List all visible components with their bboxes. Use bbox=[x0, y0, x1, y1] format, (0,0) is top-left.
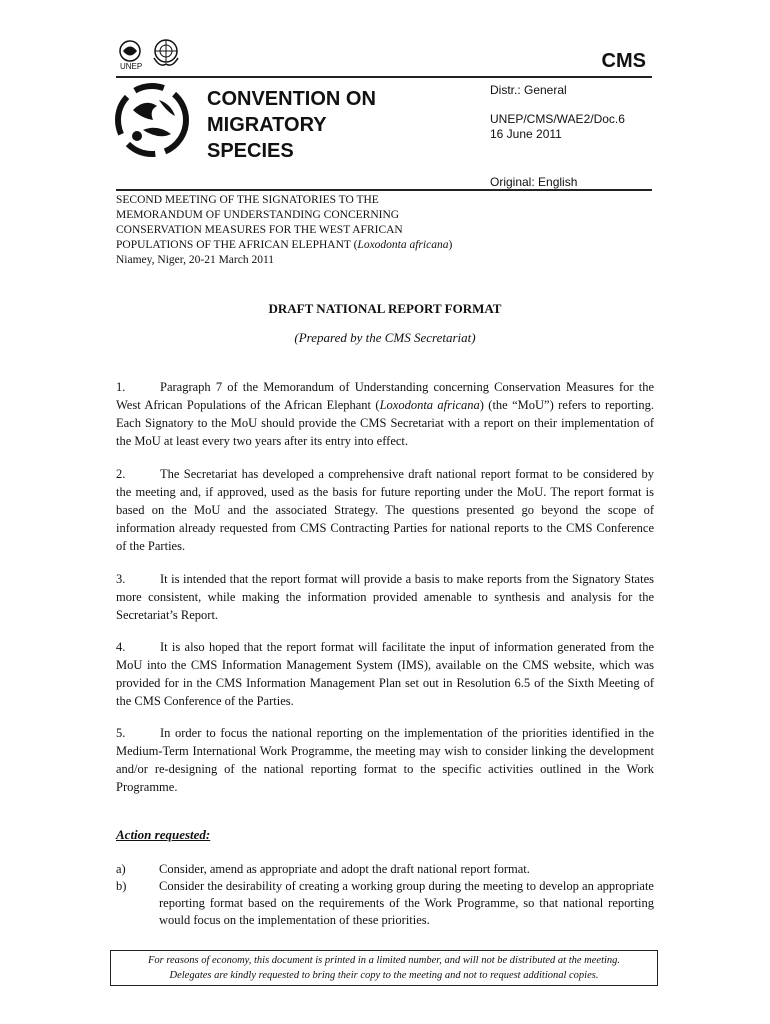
action-item-b bbox=[116, 878, 654, 929]
meeting-species: Loxodonta africana bbox=[357, 239, 449, 251]
doc-date: 16 June 2011 bbox=[490, 127, 562, 141]
paragraph-number: 3. bbox=[116, 572, 126, 586]
doc-meta bbox=[490, 83, 625, 142]
paragraph-number: 1. bbox=[116, 380, 126, 394]
footer-notice bbox=[110, 950, 658, 986]
document-title: DRAFT NATIONAL REPORT FORMAT bbox=[268, 301, 502, 316]
header-rule-bottom bbox=[116, 189, 652, 191]
meeting-location-date: Niamey, Niger, 20-21 March 2011 bbox=[116, 254, 275, 266]
org-title-line-1: CONVENTION ON bbox=[207, 88, 376, 110]
action-item-label: b) bbox=[116, 879, 127, 893]
unep-un-logos bbox=[116, 38, 186, 74]
footer-line-2: Delegates are kindly requested to bring their copy to the meeting and not to request additional copies. bbox=[169, 970, 599, 981]
doc-symbol: UNEP/CMS/WAE2/Doc.6 bbox=[490, 112, 625, 126]
meeting-line-3: CONSERVATION MEASURES FOR THE WEST AFRICAN bbox=[116, 224, 403, 236]
species-name: Loxodonta africana bbox=[379, 398, 480, 412]
paragraph-number: 5. bbox=[116, 726, 126, 740]
paragraph-text: It is intended that the report format will provide a basis to make reports from the Signatory States more consistent, while making the information provided amenable to synthesis and analysis for the Secretariat’s Report. bbox=[116, 572, 654, 622]
meeting-line-4 bbox=[116, 238, 536, 253]
meeting-line-4-post: ) bbox=[448, 239, 453, 251]
unep-text: UNEP bbox=[120, 62, 143, 71]
org-title-line-2: MIGRATORY bbox=[207, 114, 327, 136]
action-item-text: Consider the desirability of creating a working group during the meeting to develop an appropriate reporting format based on the requirements of the Work Programme, so that national reporting would focus on the implementation of these priorities. bbox=[159, 879, 654, 927]
cms-label: CMS bbox=[601, 50, 646, 72]
org-title-line-3: SPECIES bbox=[207, 140, 294, 162]
paragraph-number: 4. bbox=[116, 640, 126, 654]
meeting-line-1: SECOND MEETING OF THE SIGNATORIES TO THE bbox=[116, 194, 379, 206]
paragraph-number: 2. bbox=[116, 467, 126, 481]
meeting-info bbox=[116, 193, 536, 268]
meeting-line-2: MEMORANDUM OF UNDERSTANDING CONCERNING bbox=[116, 209, 400, 221]
paragraph-3 bbox=[116, 570, 654, 624]
paragraph-4 bbox=[116, 638, 654, 710]
paragraph-text: It is also hoped that the report format will facilitate the input of information generated from the MoU into the CMS Information Management System (IMS), available on the CMS website, which was provided for in the CMS Information Management Plan set out in Resolution 6.5 of the Sixth Meeting of the CMS Conference of the Parties. bbox=[116, 640, 654, 708]
paragraph-5 bbox=[116, 724, 654, 796]
paragraph-text: The Secretariat has developed a comprehensive draft national report format to be considered by the meeting and, if approved, used as the basis for future reporting under the MoU. The report format is based on the MoU and the associated Strategy. The questions presented go beyond the scope of information already requested from CMS Contracting Parties for national reports to the CMS Conference of the Parties. bbox=[116, 467, 654, 553]
paragraph-text: Paragraph 7 of the Memorandum of Understanding concerning Conservation Measures for the West African Populations of the African Elephant ( bbox=[116, 380, 654, 412]
meeting-line-4-pre: POPULATIONS OF THE AFRICAN ELEPHANT ( bbox=[116, 239, 358, 251]
prepared-by: (Prepared by the CMS Secretariat) bbox=[294, 330, 476, 345]
action-requested-heading: Action requested: bbox=[116, 827, 211, 842]
original-language: Original: English bbox=[490, 175, 578, 189]
paragraph-2 bbox=[116, 465, 654, 555]
paragraph-text: ) (the “MoU”) refers to reporting. Each Signatory to the MoU should provide the CMS Secretariat with a report on their implementation of the MoU at least every two years after its entry into effect. bbox=[116, 398, 654, 448]
distribution: Distr.: General bbox=[490, 83, 567, 97]
action-item-a bbox=[116, 861, 654, 878]
action-item-label: a) bbox=[116, 862, 126, 876]
org-title bbox=[207, 86, 376, 164]
action-item-text: Consider, amend as appropriate and adopt the draft national report format. bbox=[159, 862, 530, 876]
header-rule-top bbox=[116, 76, 652, 78]
cms-emblem-icon bbox=[113, 80, 191, 160]
paragraph-text: In order to focus the national reporting on the implementation of the priorities identified in the Medium-Term International Work Programme, the meeting may wish to consider linking the development and/or re-designing of the national reporting format to the specific activities outlined in the Work Programme. bbox=[116, 726, 654, 794]
footer-line-1: For reasons of economy, this document is printed in a limited number, and will not be distributed at the meeting. bbox=[147, 955, 621, 966]
paragraph-1 bbox=[116, 378, 654, 450]
